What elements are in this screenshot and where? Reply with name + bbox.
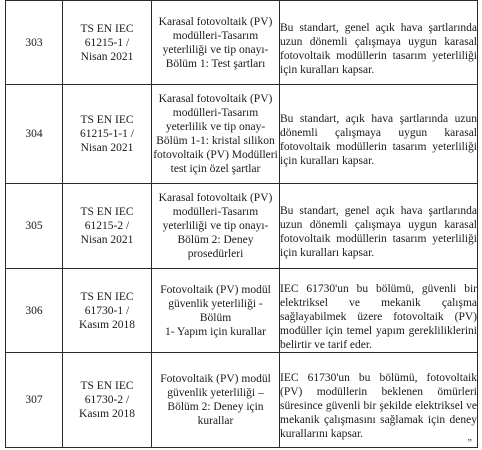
standard-code	[63, 184, 152, 269]
code-line: TS EN IEC	[80, 380, 134, 392]
name-line: yeterliliği ve tip onayı-	[162, 220, 269, 232]
name-line: Bölüm 1: Test şartları	[165, 57, 266, 70]
name-line: modülleri-Tasarım	[172, 206, 259, 218]
code-line: 61215-1-1 /	[80, 128, 134, 140]
standard-name	[152, 353, 280, 448]
table-row	[6, 353, 478, 448]
row-number: 304	[6, 85, 63, 184]
scope-text: Bu standart, açık hava şartlarında uzun dönemli çalışmaya uygun karasal fotovoltaik modüllerin tasarım yeterliliği için kuralları kapsar.	[280, 113, 477, 167]
scope-text: Bu standart, genel açık hava şartlarında uzun dönemli çalışmaya uygun karasal fotovoltaik modüllerin tasarım yeterliliği için kuralları kapsar.	[280, 21, 477, 76]
name-line: Karasal fotovoltaik (PV)	[158, 192, 273, 204]
standards-table	[5, 0, 478, 448]
scope-text: IEC 61730'un bu bölümü, fotovoltaik (PV) modüllerin beklenen ömürleri süresince güvenli bir şekilde elektriksel ve mekanik çalışmasını sağlamak için deney kurallarını kapsar.	[280, 372, 477, 440]
name-line: Karasal fotovoltaik (PV)	[158, 93, 273, 105]
name-line: test için özel şartlar	[170, 163, 261, 175]
name-line: kurallar	[197, 415, 234, 427]
standard-name	[152, 85, 280, 184]
row-number: 307	[6, 353, 63, 448]
name-line: prosedürleri	[187, 248, 244, 260]
scope-text: Bu standart, genel açık hava şartlarında uzun dönemli çalışmaya uygun karasal fotovoltaik modüllerin tasarım yeterliliği için kuralları kapsar.	[280, 205, 477, 259]
name-line: Fotovoltaik (PV) modül	[160, 283, 271, 296]
table-row	[6, 184, 478, 269]
standard-scope	[280, 184, 478, 269]
code-line: TS EN IEC	[80, 22, 134, 35]
standard-name	[152, 184, 280, 269]
standard-scope	[280, 1, 478, 85]
code-line: Nisan 2021	[80, 234, 134, 246]
standard-name	[152, 269, 280, 353]
name-line: güvenlik yeterliliği - Bölüm	[168, 297, 263, 324]
name-line: Bölüm 2: Deney	[177, 234, 254, 246]
code-line: 61215-2 /	[84, 220, 130, 232]
name-line: modülleri-Tasarım	[172, 107, 259, 119]
standard-scope	[280, 353, 478, 448]
name-line: yeterliliği ve tip onayı-	[162, 43, 269, 56]
standard-code	[63, 1, 152, 85]
code-line: Kasım 2018	[79, 408, 135, 420]
name-line: Bölüm 2: Deney için	[167, 401, 264, 413]
table-row	[6, 1, 478, 85]
standard-code	[63, 85, 152, 184]
standard-scope	[280, 269, 478, 353]
code-line: Kasım 2018	[79, 318, 135, 331]
standard-name	[152, 1, 280, 85]
code-line: Nisan 2021	[80, 142, 134, 154]
code-line: TS EN IEC	[80, 290, 134, 303]
closing-quote-mark: ”	[467, 438, 472, 449]
name-line: güvenlik yeterliliği –	[167, 387, 264, 399]
standard-code	[63, 353, 152, 448]
standard-code	[63, 269, 152, 353]
scope-text: IEC 61730'un bu bölümü, güvenli bir elektriksel ve mekanik çalışma sağlayabilmek üzere fotovoltaik (PV) modüller için temel yapım gerekliliklerini belirtir ve tarif eder.	[280, 282, 477, 351]
name-line: fotovoltaik (PV) Modülleri	[153, 149, 278, 161]
name-line: modülleri-Tasarım	[172, 29, 259, 42]
code-line: 61730-1 /	[84, 304, 130, 317]
standard-scope	[280, 85, 478, 184]
name-line: yeterlilik ve tip onay-	[165, 121, 266, 133]
code-line: TS EN IEC	[80, 206, 134, 218]
code-line: TS EN IEC	[80, 114, 134, 126]
name-line: Bölüm 1-1: kristal silikon	[156, 135, 275, 147]
name-line: Fotovoltaik (PV) modül	[160, 373, 271, 385]
row-number: 306	[6, 269, 63, 353]
name-line: Karasal fotovoltaik (PV)	[158, 15, 273, 28]
code-line: Nisan 2021	[80, 50, 134, 63]
table-row	[6, 269, 478, 353]
name-line: 1- Yapım için kurallar	[165, 325, 266, 338]
code-line: 61730-2 /	[84, 394, 130, 406]
table-row	[6, 85, 478, 184]
code-line: 61215-1 /	[84, 36, 130, 49]
row-number: 305	[6, 184, 63, 269]
row-number: 303	[6, 1, 63, 85]
